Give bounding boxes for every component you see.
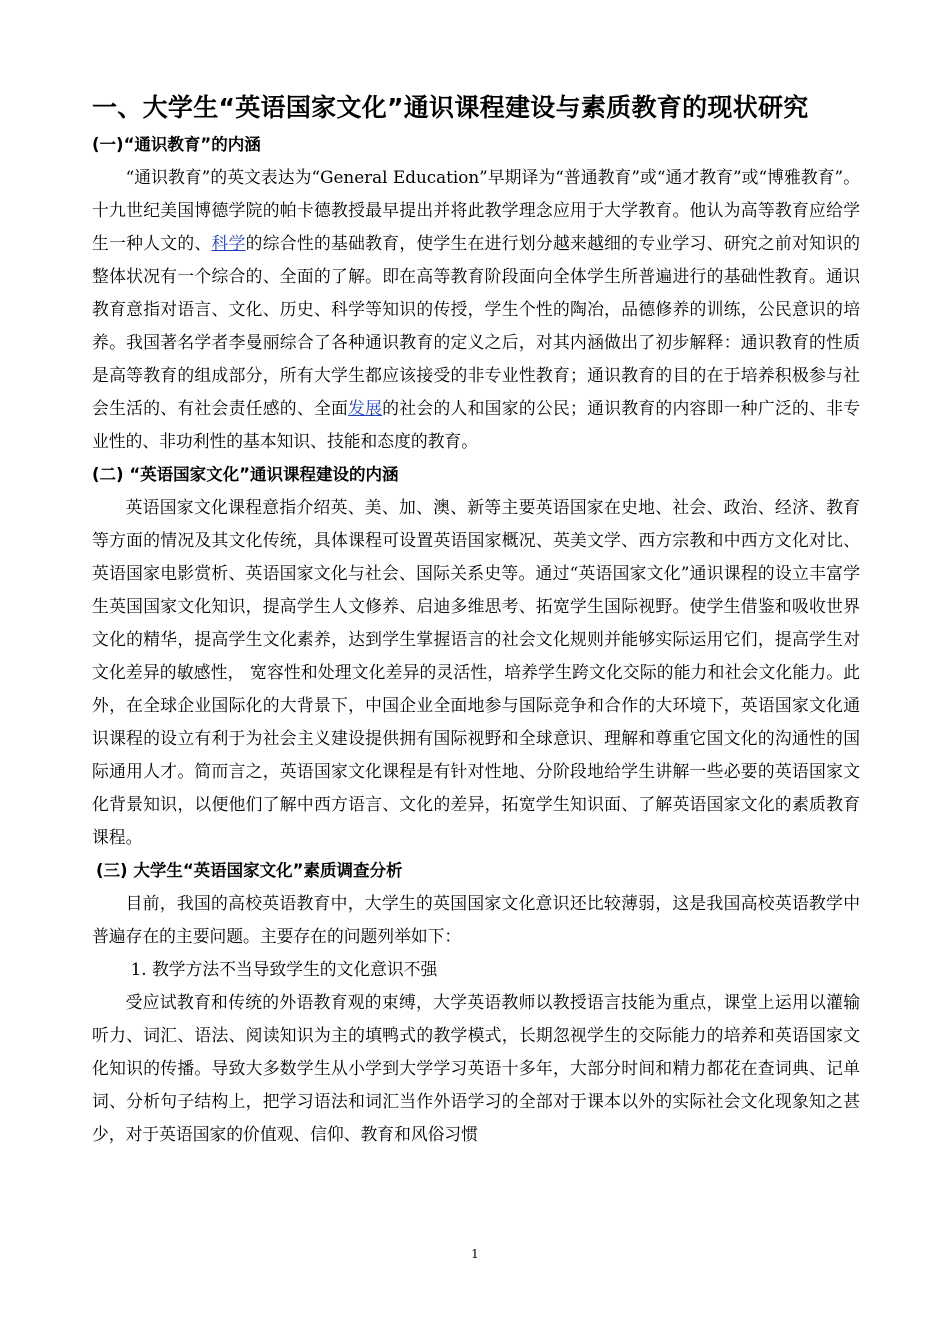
main-heading: 一、大学生“英语国家文化”通识课程建设与素质教育的现状研究 bbox=[92, 93, 809, 122]
section-2-title: (二) “英语国家文化”通识课程建设的内涵 bbox=[92, 465, 399, 484]
page-content bbox=[92, 92, 860, 1151]
section-1-text-a: “通识教育”的英文表达为“General Education”早期译为“普通教育”或“通才教育”或“博雅教育”。十九世纪美国博德学院的帕卡德教授最早提出并将此教学理念应用于大学教育。他认为高等教育应给学生一种人文的、 bbox=[92, 167, 860, 253]
section-3-paragraph-2: 受应试教育和传统的外语教育观的束缚，大学英语教师以教授语言技能为重点，课堂上运用以灌输听力、词汇、语法、阅读知识为主的填鸭式的教学模式，长期忽视学生的交际能力的培养和英语国家文化知识的传播。导致大多数学生从小学到大学学习英语十多年，大部分时间和精力都花在查词典、记单词、分析句子结构上，把学习语法和词汇当作外语学习的全部对于课本以外的实际社会文化现象知之甚少，对于英语国家的价值观、信仰、教育和风俗习惯 bbox=[92, 992, 860, 1144]
section-2-paragraph: 英语国家文化课程意指介绍英、美、加、澳、新等主要英语国家在史地、社会、政治、经济、教育等方面的情况及其文化传统，具体课程可设置英语国家概况、英美文学、西方宗教和中西方文化对比、英语国家电影赏析、英语国家文化与社会、国际关系史等。通过“英语国家文化”通识课程的设立丰富学生英国国家文化知识，提高学生人文修养、启迪多维思考、拓宽学生国际视野。使学生借鉴和吸收世界文化的精华，提高学生文化素养，达到学生掌握语言的社会文化规则并能够实际运用它们，提高学生对文化差异的敏感性， 宽容性和处理文化差异的灵活性，培养学生跨文化交际的能力和社会文化能力。此外，在全球企业国际化的大背景下，中国企业全面地参与国际竞争和合作的大环境下，英语国家文化通识课程的设立有利于为社会主义建设提供拥有国际视野和全球意识、理解和尊重它国文化的沟通性的国际通用人才。简而言之，英语国家文化课程是有针对性地、分阶段地给学生讲解一些必要的英语国家文化背景知识，以便他们了解中西方语言、文化的差异，拓宽学生知识面、了解英语国家文化的素质教育课程。 bbox=[92, 497, 860, 847]
development-link[interactable]: 发展 bbox=[348, 398, 383, 418]
section-1-title: (一)“通识教育”的内涵 bbox=[92, 135, 261, 154]
section-3-title: (三) 大学生“英语国家文化”素质调查分析 bbox=[96, 861, 403, 880]
section-1-text-c: 的社会的人和国家的公民；通识教育的内容即一种广泛的、非专业性的、非功利性的基本知识、技能和态度的教育。 bbox=[92, 398, 860, 451]
science-link[interactable]: 科学 bbox=[211, 233, 246, 253]
section-1-paragraph bbox=[92, 161, 860, 458]
page-number: 1 bbox=[471, 1247, 479, 1261]
section-3-paragraph: 目前，我国的高校英语教育中，大学生的英国国家文化意识还比较薄弱，这是我国高校英语教学中普遍存在的主要问题。主要存在的问题列举如下： bbox=[92, 893, 860, 946]
list-item-1: 1. 教学方法不当导致学生的文化意识不强 bbox=[130, 959, 438, 979]
section-1-text-b: 的综合性的基础教育，使学生在进行划分越来越细的专业学习、研究之前对知识的整体状况有一个综合的、全面的了解。即在高等教育阶段面向全体学生所普遍进行的基础性教育。通识教育意指对语言、文化、历史、科学等知识的传授，学生个性的陶冶，品德修养的训练，公民意识的培养。我国著名学者李曼丽综合了各种通识教育的定义之后，对其内涵做出了初步解释：通识教育的性质是高等教育的组成部分，所有大学生都应该接受的非专业性教育；通识教育的目的在于培养积极参与社会生活的、有社会责任感的、全面 bbox=[92, 233, 860, 418]
